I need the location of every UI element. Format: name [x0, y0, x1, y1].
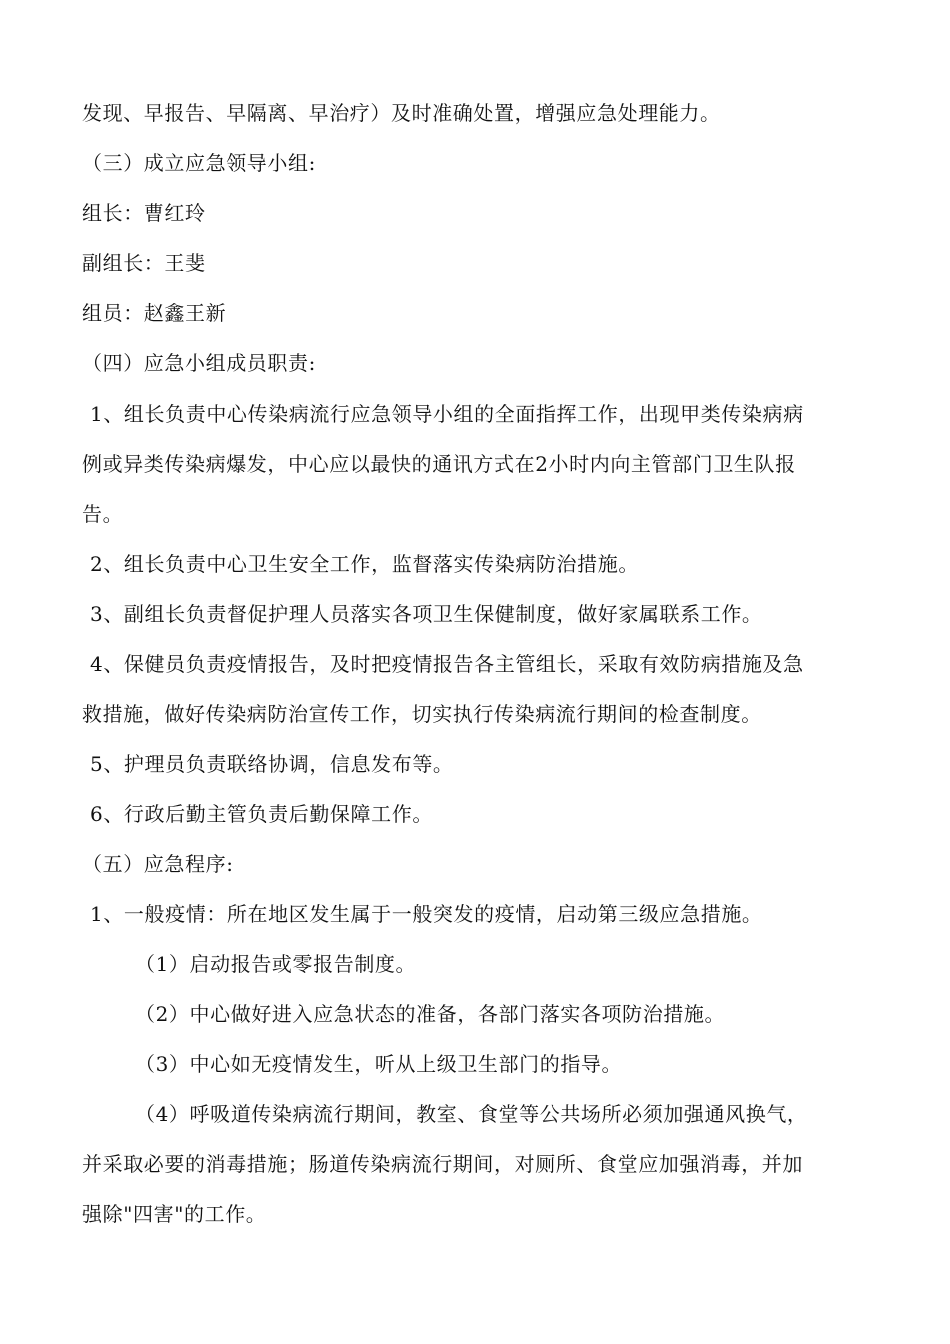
duty-item-5: 5、护理员负责联络协调，信息发布等。: [90, 752, 454, 776]
procedure-subitem-4-line-2: 并采取必要的消毒措施；肠道传染病流行期间，对厕所、食堂应加强消毒，并加: [82, 1152, 803, 1176]
duty-item-4-line-1: 4、保健员负责疫情报告，及时把疫情报告各主管组长，采取有效防病措施及急: [90, 652, 804, 676]
procedure-subitem-4-line-3: 强除"四害"的工作。: [82, 1202, 267, 1226]
duty-item-2: 2、组长负责中心卫生安全工作，监督落实传染病防治措施。: [90, 552, 639, 576]
duty-item-1-line-1: 1、组长负责中心传染病流行应急领导小组的全面指挥工作，出现甲类传染病病: [90, 402, 804, 426]
procedure-subitem-3: （3）中心如无疫情发生，听从上级卫生部门的指导。: [135, 1052, 623, 1076]
team-members-line: 组员：赵鑫王新: [82, 301, 227, 325]
procedure-subitem-2: （2）中心做好进入应急状态的准备，各部门落实各项防治措施。: [135, 1002, 726, 1026]
duty-item-4-line-2: 救措施，做好传染病防治宣传工作，切实执行传染病流行期间的检查制度。: [82, 702, 762, 726]
section-heading-4: （四）应急小组成员职责:: [82, 351, 316, 375]
duty-item-3: 3、副组长负责督促护理人员落实各项卫生保健制度，做好家属联系工作。: [90, 602, 763, 626]
duty-item-6: 6、行政后勤主管负责后勤保障工作。: [90, 802, 433, 826]
procedure-subitem-4-line-1: （4）呼吸道传染病流行期间，教室、食堂等公共场所必须加强通风换气，: [135, 1102, 808, 1126]
team-leader-line: 组长：曹红玲: [82, 201, 206, 225]
procedure-subitem-1: （1）启动报告或零报告制度。: [135, 952, 417, 976]
duty-item-1-line-3: 告。: [82, 502, 124, 526]
duty-item-1-line-2: 例或异类传染病爆发，中心应以最快的通讯方式在2小时内向主管部门卫生队报: [82, 452, 796, 476]
section-heading-5: （五）应急程序:: [82, 852, 234, 876]
section-heading-3: （三）成立应急领导小组:: [82, 151, 316, 175]
paragraph-line: 发现、早报告、早隔离、早治疗）及时准确处置，增强应急处理能力。: [82, 101, 721, 125]
procedure-item-1: 1、一般疫情：所在地区发生属于一般突发的疫情，启动第三级应急措施。: [90, 902, 763, 926]
deputy-leader-line: 副组长：王斐: [82, 251, 206, 275]
